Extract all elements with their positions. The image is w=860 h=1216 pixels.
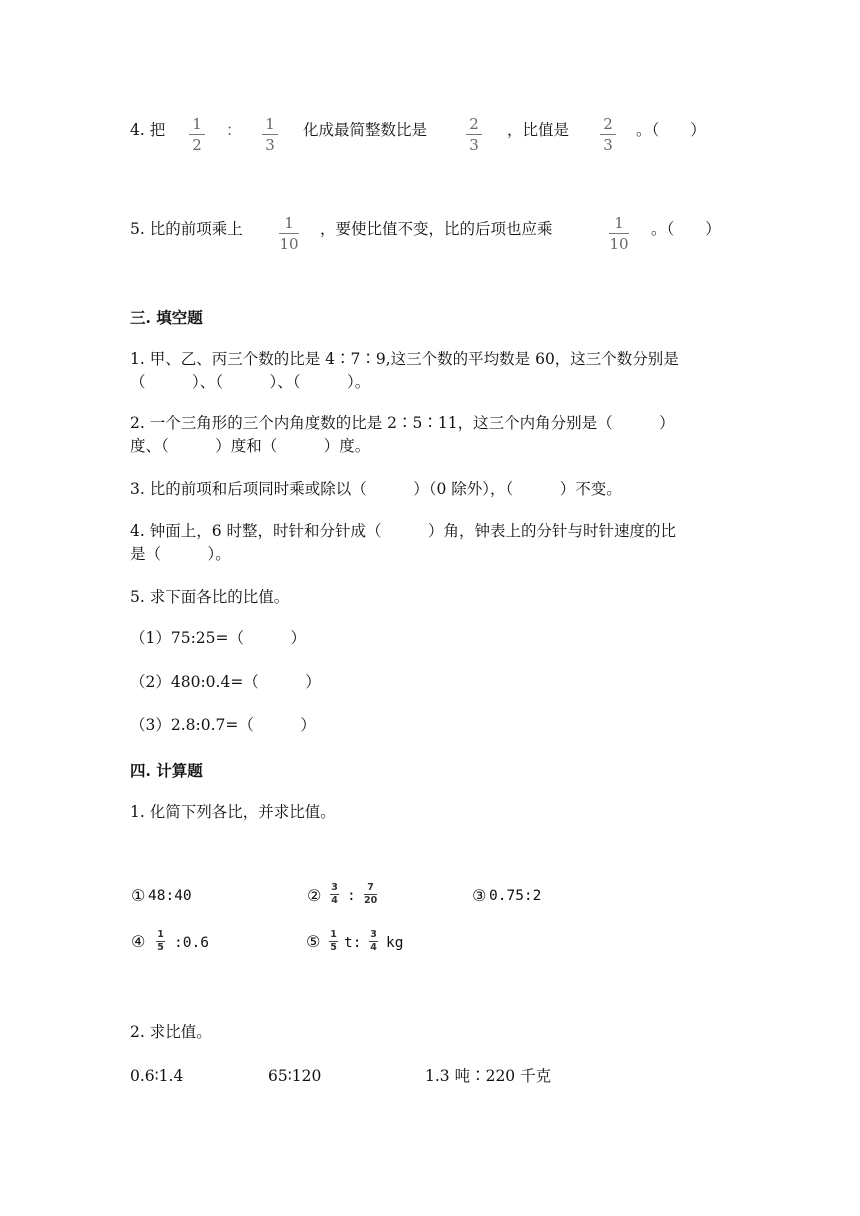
section-title-fill-in: 三. 填空题	[130, 308, 203, 327]
answer-brackets: 。（ ）	[636, 121, 706, 139]
fraction: 1 3	[262, 116, 278, 153]
question-text: ，要使比值不变，比的后项也应乘	[320, 220, 553, 238]
unit-text: kg	[386, 935, 404, 951]
fraction: 3 4	[331, 882, 338, 906]
question-3-4-line2: 是（ ）。	[130, 545, 231, 563]
question-3-2-line1: 2. 一个三角形的三个内角度数的比是 2∶5∶11，这三个内角分别是（ ）	[130, 414, 675, 432]
circled-number-4: ④	[131, 932, 146, 951]
ratio-item: （2）480:0.4=（ ）	[130, 673, 321, 691]
question-3-1-line2: （ ）、（ ）、（ ）。	[130, 373, 371, 391]
circled-number-3: ③	[472, 886, 487, 905]
fraction: 2 3	[466, 116, 482, 153]
section-title-calculation: 四. 计算题	[130, 761, 203, 780]
question-text: ，比值是	[507, 121, 570, 139]
question-3-5-title: 5. 求下面各比的比值。	[130, 588, 290, 606]
question-4-1-title: 1. 化简下列各比，并求比值。	[130, 803, 336, 821]
question-prefix: 5. 比的前项乘上	[130, 220, 243, 238]
question-prefix: 4. 把	[130, 121, 166, 139]
circled-number-5: ⑤	[306, 932, 321, 951]
question-text: 化成最简整数比是	[303, 121, 428, 139]
ratio-item: 0.6∶1.4	[130, 1067, 184, 1085]
fraction: 3 4	[370, 929, 377, 953]
unit-ratio-text: t:	[344, 935, 362, 951]
ratio-expression: 0.75:2	[489, 888, 542, 904]
ratio-expression: 48:40	[148, 888, 192, 904]
ratio-item: （3）2.8:0.7=（ ）	[130, 716, 316, 734]
ratio-expression: :0.6	[174, 935, 209, 951]
question-3-4-line1: 4. 钟面上，6 时整，时针和分针成（ ）角，钟表上的分针与时针速度的比	[130, 522, 677, 540]
fraction: 2 3	[600, 116, 616, 153]
fraction: 1 5	[330, 929, 337, 953]
answer-brackets: 。（ ）	[651, 220, 721, 238]
question-3-1-line1: 1. 甲、乙、丙三个数的比是 4∶7∶9,这三个数的平均数是 60，这三个数分别是	[130, 350, 679, 368]
circled-number-1: ①	[131, 886, 146, 905]
fraction: 1 10	[609, 214, 629, 253]
question-3-3: 3. 比的前项和后项同时乘或除以（ ）（0 除外），（ ）不变。	[130, 480, 622, 498]
fraction: 1 5	[157, 929, 164, 953]
ratio-item: 1.3 吨∶220 千克	[425, 1067, 552, 1085]
circled-number-2: ②	[307, 886, 322, 905]
question-4-2-title: 2. 求比值。	[130, 1023, 212, 1041]
colon: :	[347, 888, 356, 904]
question-3-2-line2: 度、（ ）度和（ ）度。	[130, 437, 371, 455]
fraction: 7 20	[364, 882, 378, 906]
fraction: 1 10	[279, 214, 299, 253]
colon: ：	[226, 121, 242, 139]
ratio-item: 65∶120	[268, 1067, 322, 1085]
ratio-item: （1）75:25=（ ）	[130, 629, 307, 647]
fraction: 1 2	[189, 116, 205, 153]
